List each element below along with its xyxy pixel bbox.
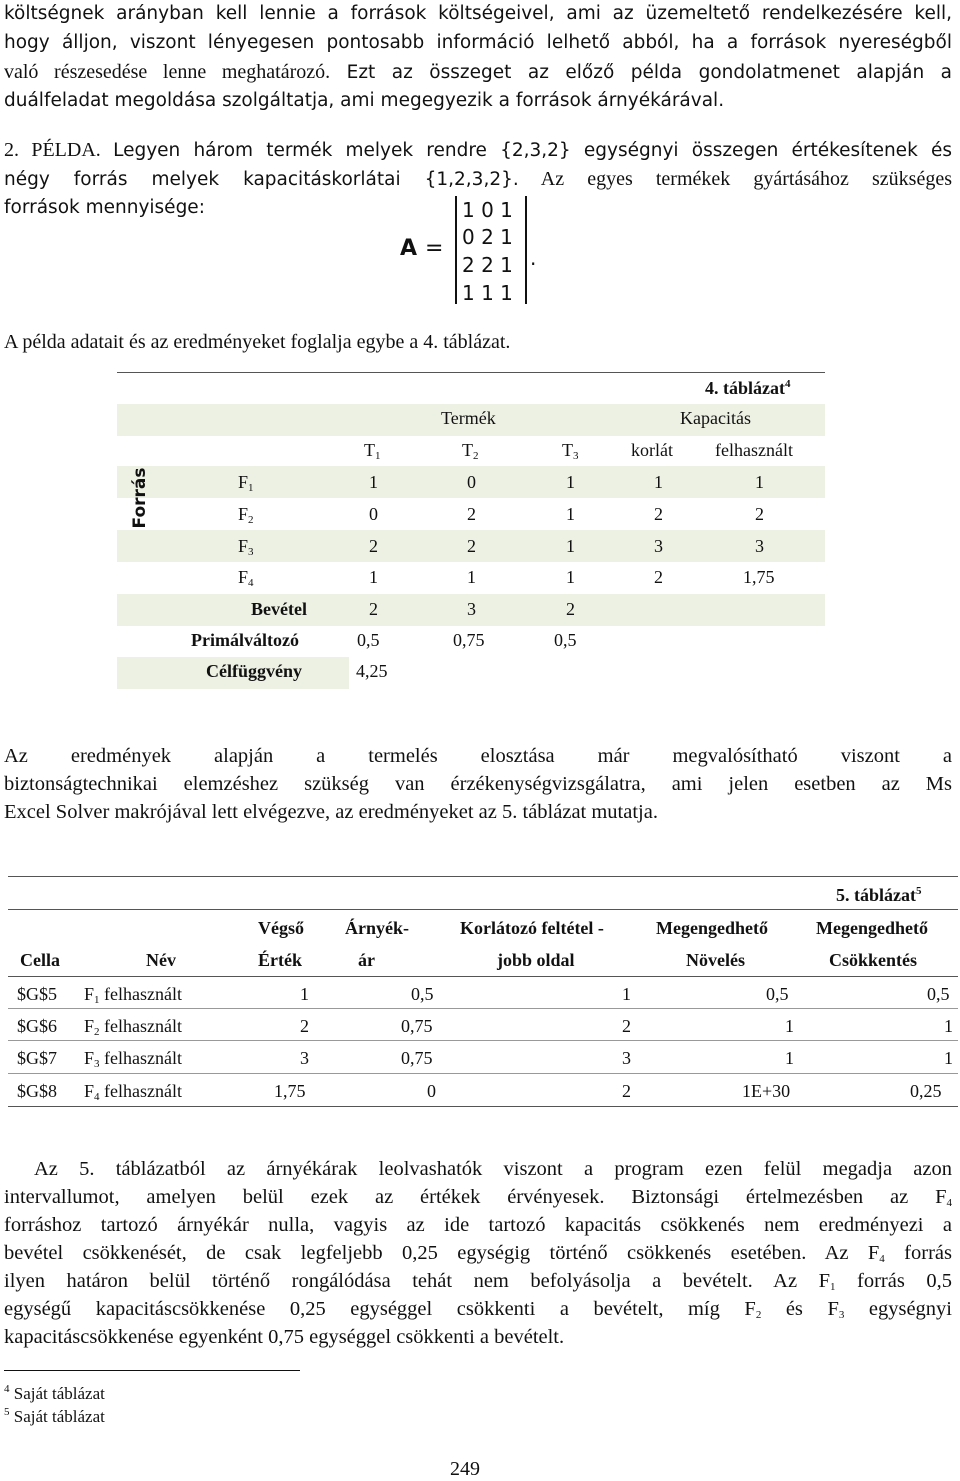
table-cell <box>84 1048 182 1069</box>
table-cell: 2 <box>622 1016 631 1036</box>
matrix-row: 2 2 1 <box>462 253 513 277</box>
text-line <box>4 165 952 194</box>
footnote-number: 4 <box>4 1383 10 1395</box>
subscript: 2 <box>94 1026 100 1038</box>
table-cell: 0,75 <box>453 630 485 650</box>
table-cell: 3 <box>622 1048 631 1068</box>
table-cell: 0,5 <box>554 630 577 650</box>
matrix-left-bar <box>455 196 457 304</box>
table-cell: 1 <box>785 1048 794 1068</box>
table-rule <box>8 1106 958 1107</box>
text-fragment: forrás 0,5 <box>835 1270 952 1292</box>
table-cell: 0,25 <box>910 1081 942 1101</box>
row-label-revenue: Bevétel <box>251 599 307 619</box>
table-cell: 0 <box>369 504 378 524</box>
subscript: 4 <box>248 577 254 589</box>
column-header: Végső <box>258 918 304 938</box>
text-fragment: és F <box>761 1298 839 1320</box>
text-line: források mennyisége: <box>4 197 205 218</box>
table-cell: 2 <box>755 504 764 524</box>
column-header <box>462 440 479 461</box>
header-text: T <box>364 440 375 460</box>
table-rule <box>8 1008 958 1009</box>
text-line: hogy álljon, viszont lényegesen pontosabb információ lelhető abból, ha a források nyereségből <box>4 32 952 53</box>
subscript: 3 <box>248 546 254 558</box>
text-fragment: intervallumot, amelyen belül ezek az értékek érvényesek. Biztonsági értelmezésben az F <box>4 1186 947 1208</box>
table-cell: 1 <box>622 984 631 1004</box>
table-cell: 2 <box>622 1081 631 1101</box>
name-text: felhasznált <box>99 1081 182 1101</box>
name-text: F <box>84 984 95 1004</box>
text-line <box>4 1295 952 1323</box>
table-cell: 2 <box>369 536 378 556</box>
name-text: F <box>84 1016 95 1036</box>
column-header <box>364 440 381 461</box>
footnote-text: Saját táblázat <box>13 1407 105 1426</box>
table-cell: $G$8 <box>17 1081 57 1101</box>
table-rule <box>8 876 958 877</box>
side-label-wrap <box>128 468 152 532</box>
column-header: felhasznált <box>715 440 793 460</box>
footnote <box>4 1384 105 1404</box>
text-line: Az 5. táblázatból az árnyékárak leolvashatók viszont a program ezen felül megadja azon <box>34 1158 952 1180</box>
summary-line: A példa adatait és az eredményeket foglalja egybe a 4. táblázat. <box>4 331 511 353</box>
name-text: felhasznált <box>99 1048 182 1068</box>
table-cell: 0 <box>427 1081 436 1101</box>
matrix-symbol: A <box>400 236 418 261</box>
table-cell: 3 <box>654 536 663 556</box>
subscript: 1 <box>248 482 254 494</box>
header-text: T <box>562 440 573 460</box>
table-cell: 1 <box>566 536 575 556</box>
text-line <box>4 136 952 165</box>
table-cell: 1 <box>785 1016 794 1036</box>
footnote <box>4 1407 105 1427</box>
table-cell: 1E+30 <box>742 1081 791 1101</box>
table-caption <box>836 885 922 906</box>
subscript: 3 <box>838 1309 845 1321</box>
table-cell: 2 <box>654 504 663 524</box>
table-cell: 0 <box>467 472 476 492</box>
subscript: 3 <box>573 450 579 462</box>
column-header: Megengedhető <box>816 918 928 938</box>
table-cell: 1 <box>566 567 575 587</box>
table-cell: 2 <box>369 599 378 619</box>
subscript: 1 <box>830 1281 836 1293</box>
text-fragment: Ezt az összeget az előző példa gondolatmenet alapján a <box>346 62 953 83</box>
name-text: felhasznált <box>99 984 182 1004</box>
table-caption <box>705 378 791 399</box>
column-header: Növelés <box>686 950 745 970</box>
column-header: Cella <box>20 950 60 970</box>
row-name: F <box>238 567 249 587</box>
footnote-text: Saját táblázat <box>13 1384 105 1403</box>
column-header: korlát <box>631 440 673 460</box>
text-line <box>4 1239 952 1267</box>
table-cell: 3 <box>467 599 476 619</box>
name-text: felhasznált <box>99 1016 182 1036</box>
table-cell: $G$7 <box>17 1048 57 1068</box>
footnote-number: 5 <box>4 1406 10 1418</box>
name-text: F <box>84 1048 95 1068</box>
row-label <box>238 536 254 557</box>
table-rule <box>8 1040 958 1041</box>
table-cell: 1 <box>944 1048 953 1068</box>
matrix-right-bar <box>525 196 527 304</box>
table-cell: 3 <box>300 1048 309 1068</box>
text-line: költségnek arányban kell lennie a források költségeivel, ami az üzemeltető rendelkezésére kell, <box>4 3 952 24</box>
footnote-ref: 4 <box>785 378 791 390</box>
table-cell: 0,75 <box>401 1016 433 1036</box>
row-name: F <box>238 536 249 556</box>
table-rule <box>8 976 958 977</box>
row-label-primal: Primálváltozó <box>191 630 299 650</box>
subscript: 2 <box>755 1309 762 1321</box>
subscript: 2 <box>473 450 479 462</box>
matrix-row: 0 2 1 <box>462 225 513 249</box>
table-cell <box>84 1016 182 1037</box>
table-cell: 1 <box>566 472 575 492</box>
text-line <box>4 1183 952 1211</box>
group-header-product: Termék <box>441 408 496 428</box>
column-header: Csökkentés <box>829 950 918 970</box>
table-cell: 1 <box>467 567 476 587</box>
table-cell: 2 <box>467 504 476 524</box>
subscript: 1 <box>94 994 100 1006</box>
subscript: 1 <box>375 450 381 462</box>
text-line <box>4 58 952 87</box>
column-header: ár <box>358 950 375 970</box>
table-rule <box>117 372 825 373</box>
subscript: 3 <box>94 1058 100 1070</box>
text-line: Az eredmények alapján a termelés elosztása már megvalósítható viszont a <box>4 745 952 767</box>
row-label <box>238 472 254 493</box>
subscript: 4 <box>879 1253 885 1265</box>
table-cell: 1,75 <box>274 1081 306 1101</box>
text-fragment: egységű kapacitáscsökkenése 0,25 egységgel csökkenti a bevételt, míg F <box>4 1298 756 1320</box>
table-cell: $G$5 <box>17 984 57 1004</box>
text-fragment: Az egyes termékek gyártásához szükséges <box>540 168 952 190</box>
text-line: duálfeladat megoldása szolgáltatja, ami megegyezik a források árnyékárával. <box>4 90 725 111</box>
text-line: biztonságtechnikai elemzéshez szükség van érzékenységvizsgálatra, ami jelen esetben az Ms <box>4 773 952 795</box>
table-cell: 0,5 <box>766 984 789 1004</box>
column-header: jobb oldal <box>497 950 575 970</box>
text-fragment: négy forrás melyek kapacitáskorlátai {1,2,3,2}. <box>4 169 519 190</box>
column-header <box>562 440 579 461</box>
table-cell: 2 <box>654 567 663 587</box>
column-header: Árnyék- <box>345 918 409 938</box>
row-name: F <box>238 472 249 492</box>
matrix-row: 1 0 1 <box>462 198 513 222</box>
subscript: 2 <box>248 514 254 526</box>
table-cell: 1 <box>566 504 575 524</box>
text-fragment: bevétel csökkenését, de csak legfeljebb 0,25 egységig történő csökkenés esetében. Az F <box>4 1242 880 1264</box>
column-header: Érték <box>258 950 302 970</box>
table-cell: 0,75 <box>401 1048 433 1068</box>
table-cell: 1 <box>944 1016 953 1036</box>
table-cell <box>84 1081 182 1102</box>
matrix-row: 1 1 1 <box>462 281 513 305</box>
matrix-trailing: . <box>530 246 537 270</box>
table-cell: $G$6 <box>17 1016 57 1036</box>
text-line <box>4 1267 952 1295</box>
table-cell: 4,25 <box>356 661 388 681</box>
text-line: kapacitáscsökkenése egyenként 0,75 egységgel csökkenti a bevételt. <box>4 1326 565 1348</box>
column-header: Korlátozó feltétel - <box>460 918 604 938</box>
subscript: 4 <box>94 1091 100 1103</box>
table-cell: 2 <box>300 1016 309 1036</box>
row-label-objective: Célfüggvény <box>206 661 302 681</box>
table-cell: 1 <box>654 472 663 492</box>
table-cell: 1,75 <box>743 567 775 587</box>
header-text: T <box>462 440 473 460</box>
footnote-ref: 5 <box>916 885 922 897</box>
subscript: 4 <box>946 1197 952 1209</box>
side-label: Forrás <box>130 467 150 529</box>
group-header-capacity: Kapacitás <box>680 408 751 428</box>
row-label <box>238 567 254 588</box>
column-header: Név <box>146 950 176 970</box>
matrix-equals: = <box>425 236 444 261</box>
caption-text: 4. táblázat <box>705 378 785 398</box>
example-label: 2. PÉLDA. <box>4 139 101 161</box>
table-cell: 1 <box>369 472 378 492</box>
name-text: F <box>84 1081 95 1101</box>
table-cell: 3 <box>755 536 764 556</box>
table-cell: 2 <box>467 536 476 556</box>
text-line: Excel Solver makrójával lett elvégezve, az eredményeket az 5. táblázat mutatja. <box>4 801 658 823</box>
table-cell: 1 <box>369 567 378 587</box>
table-rule <box>8 1073 958 1074</box>
caption-text: 5. táblázat <box>836 885 916 905</box>
table-rule <box>8 909 958 910</box>
table-cell: 1 <box>300 984 309 1004</box>
text-fragment: forrás <box>884 1242 952 1264</box>
table-cell: 2 <box>566 599 575 619</box>
text-fragment: egységnyi <box>844 1298 952 1320</box>
column-header: Megengedhető <box>656 918 768 938</box>
table-cell: 0,5 <box>927 984 950 1004</box>
text-line: forráshoz tartozó árnyékár nulla, vagyis az ide tartozó kapacitás csökkenés nem eredményezi a <box>4 1214 952 1236</box>
table-cell: 1 <box>755 472 764 492</box>
table-cell: 0,5 <box>357 630 380 650</box>
table-cell: 0,5 <box>411 984 434 1004</box>
row-label <box>238 504 254 525</box>
text-fragment: Legyen három termék melyek rendre {2,3,2} egységnyi összegen értékesítenek és <box>113 140 952 161</box>
text-fragment: ilyen határon belül történő rongálódása tehát nem befolyásolja a bevételt. Az F <box>4 1270 830 1292</box>
table-cell <box>84 984 182 1005</box>
row-name: F <box>238 504 249 524</box>
footnote-separator <box>4 1370 300 1371</box>
page-number: 249 <box>450 1458 480 1480</box>
text-fragment: való részesedése lenne meghatározó. <box>4 61 331 83</box>
